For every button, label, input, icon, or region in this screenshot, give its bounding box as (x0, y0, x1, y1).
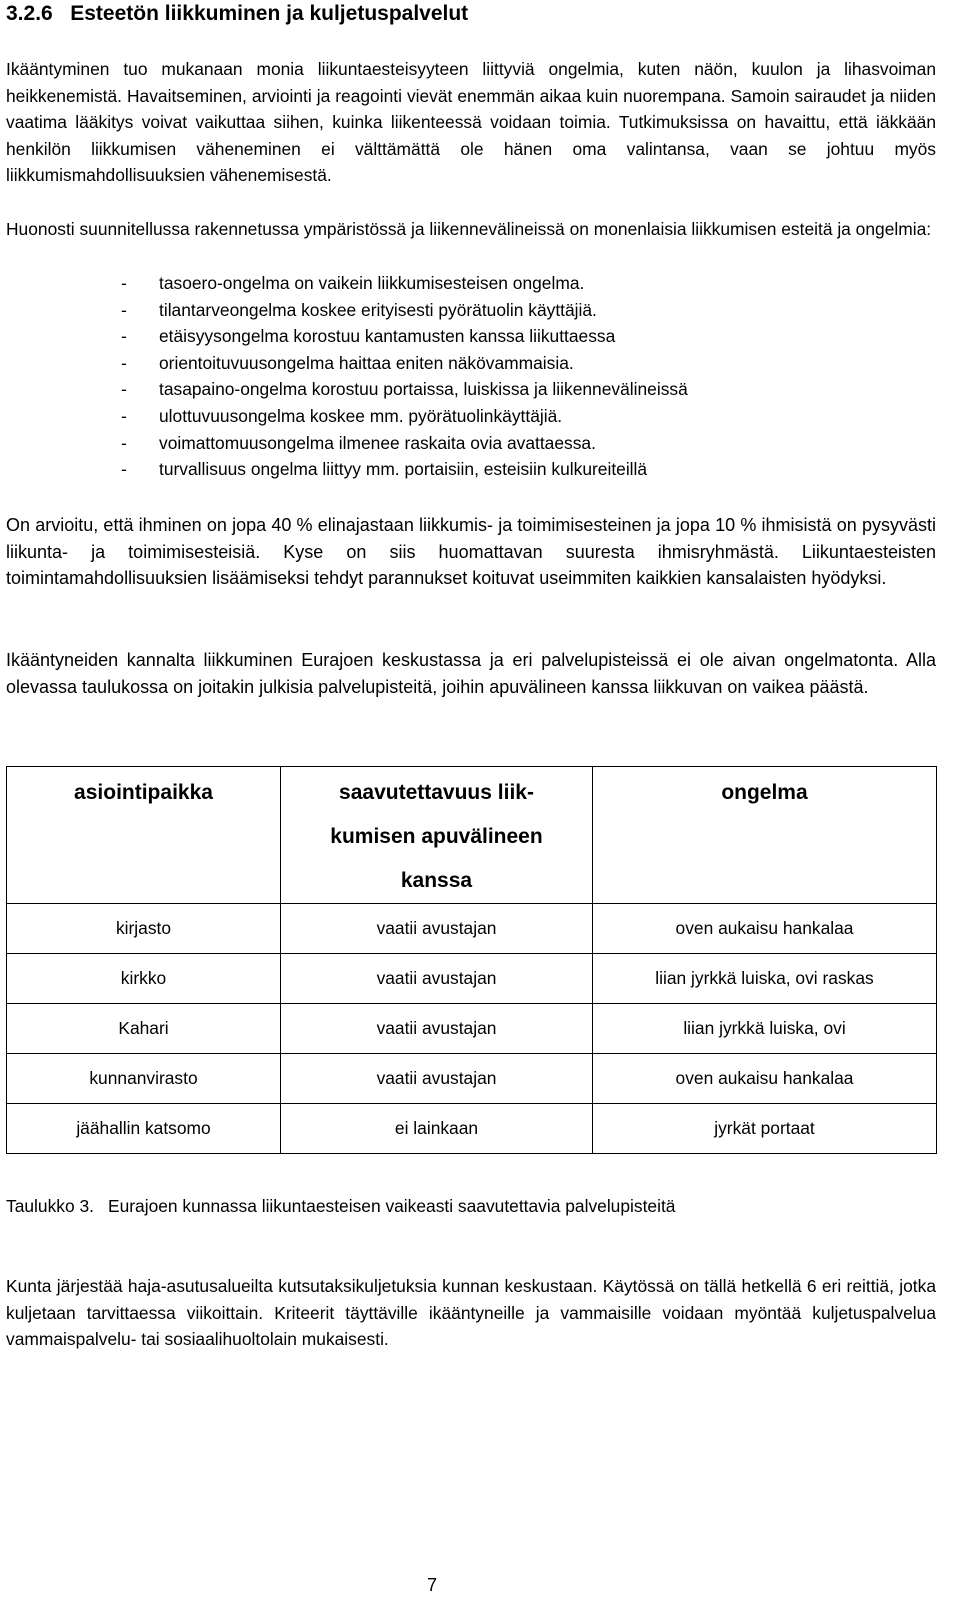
cell-place: jäähallin katsomo (7, 1104, 281, 1154)
table-header-row (7, 767, 937, 904)
cell-access: vaatii avustajan (281, 904, 593, 954)
table-row (7, 1054, 937, 1104)
list-item: - tasoero-ongelma on vaikein liikkumisesteisen ongelma. (6, 270, 688, 297)
cell-problem: oven aukaisu hankalaa (593, 904, 937, 954)
statistics-paragraph: On arvioitu, että ihminen on jopa 40 % elinajastaan liikkumis- ja toimimisesteinen ja jopa 10 % ihmisistä on pysyvästi liikunta- ja toimimisesteisiä. Kyse on siis huomattavan suuresta ihmisryhmästä. Liikuntaesteisten toimintamahdollisuuksien lisäämiseksi tehdyt parannukset koituvat useimmiten kaikkien kansalaisten hyödyksi. (6, 515, 936, 589)
accessibility-table (6, 766, 937, 1154)
list-item: - etäisyysongelma korostuu kantamusten kanssa liikuttaessa (6, 323, 688, 350)
cell-access: ei lainkaan (281, 1104, 593, 1154)
intro-paragraph: Ikääntyminen tuo mukanaan monia liikuntaesteisyyteen liittyviä ongelmia, kuten näön, kuulon ja lihasvoiman heikkenemistä. Havaitseminen, arviointi ja reagointi vievät enemmän aikaa kuin nuorempana. Samoin sairaudet ja niiden vaatima lääkitys voivat vaikuttaa siihen, kuinka liikenteessä voidaan toimia. Tutkimuksissa on havaittu, että iäkkään henkilön liikkumisen väheneminen ei välttämättä ole hänen oma valintansa, vaan se johtuu myös liikkumismahdollisuuksien vähenemisestä. (6, 59, 936, 186)
header-place: asiointipaikka (7, 767, 281, 904)
list-marker: - (121, 352, 127, 373)
cell-problem: jyrkät portaat (593, 1104, 937, 1154)
header-problem: ongelma (593, 767, 937, 904)
list-item: - turvallisuus ongelma liittyy mm. portaisiin, esteisiin kulkureiteillä (6, 456, 688, 483)
cell-access: vaatii avustajan (281, 1054, 593, 1104)
list-item: - ulottuvuusongelma koskee mm. pyörätuolinkäyttäjiä. (6, 403, 688, 430)
section-number: 3.2.6 (6, 2, 53, 25)
list-item: - tilantarveongelma koskee erityisesti pyörätuolin käyttäjiä. (6, 297, 688, 324)
list-marker: - (121, 379, 127, 400)
list-item: - voimattomuusongelma ilmenee raskaita ovia avattaessa. (6, 430, 688, 457)
section-heading (6, 0, 468, 28)
cell-access: vaatii avustajan (281, 954, 593, 1004)
caption-label: Taulukko 3. (6, 1196, 94, 1216)
cell-place: kirkko (7, 954, 281, 1004)
list-item: - orientoituvuusongelma haittaa eniten näkövammaisia. (6, 350, 688, 377)
list-marker: - (121, 432, 127, 453)
obstacle-list (6, 270, 688, 483)
local-situation-paragraph: Ikääntyneiden kannalta liikkuminen Eurajoen keskustassa ja eri palvelupisteissä ei ole aivan ongelmatonta. Alla olevassa taulukossa on joitakin julkisia palvelupisteitä, joihin apuvälineen kanssa liikkuvan on vaikea päästä. (6, 650, 936, 697)
cell-place: Kahari (7, 1004, 281, 1054)
transport-paragraph: Kunta järjestää haja-asutusalueilta kutsutaksikuljetuksia kunnan keskustaan. Käytössä on tällä hetkellä 6 eri reittiä, jotka kuljetaan tarvittaessa viikoittain. Kriteerit täyttäville ikääntyneille ja vammaisille voidaan myöntää kuljetuspalvelua vammaispalvelu- tai sosiaalihuoltolain mukaisesti. (6, 1276, 936, 1350)
list-marker: - (121, 273, 127, 293)
list-item: - tasapaino-ongelma korostuu portaissa, luiskissa ja liikennevälineissä (6, 376, 688, 403)
page-number: 7 (426, 1575, 437, 1595)
list-marker: - (121, 405, 127, 426)
cell-access: vaatii avustajan (281, 1004, 593, 1054)
obstacles-intro-paragraph: Huonosti suunnitellussa rakennetussa ympäristössä ja liikennevälineissä on monenlaisia liikkumisen esteitä ja ongelmia: (6, 219, 932, 239)
cell-place: kunnanvirasto (7, 1054, 281, 1104)
table-row (7, 1004, 937, 1054)
caption-text: Eurajoen kunnassa liikuntaesteisen vaikeasti saavutettavia palvelupisteitä (107, 1196, 676, 1216)
table-row (7, 954, 937, 1004)
cell-problem: liian jyrkkä luiska, ovi raskas (593, 954, 937, 1004)
header-accessibility: saavutettavuus liik- kumisen apuvälineen kanssa (281, 767, 593, 904)
cell-problem: liian jyrkkä luiska, ovi (593, 1004, 937, 1054)
list-marker: - (121, 459, 127, 480)
cell-place: kirjasto (7, 904, 281, 954)
table-row (7, 904, 937, 954)
list-marker: - (121, 299, 127, 320)
cell-problem: oven aukaisu hankalaa (593, 1054, 937, 1104)
table-row (7, 1104, 937, 1154)
section-title: Esteetön liikkuminen ja kuljetuspalvelut (70, 2, 469, 25)
table-caption (6, 1193, 675, 1219)
list-marker: - (121, 326, 127, 347)
